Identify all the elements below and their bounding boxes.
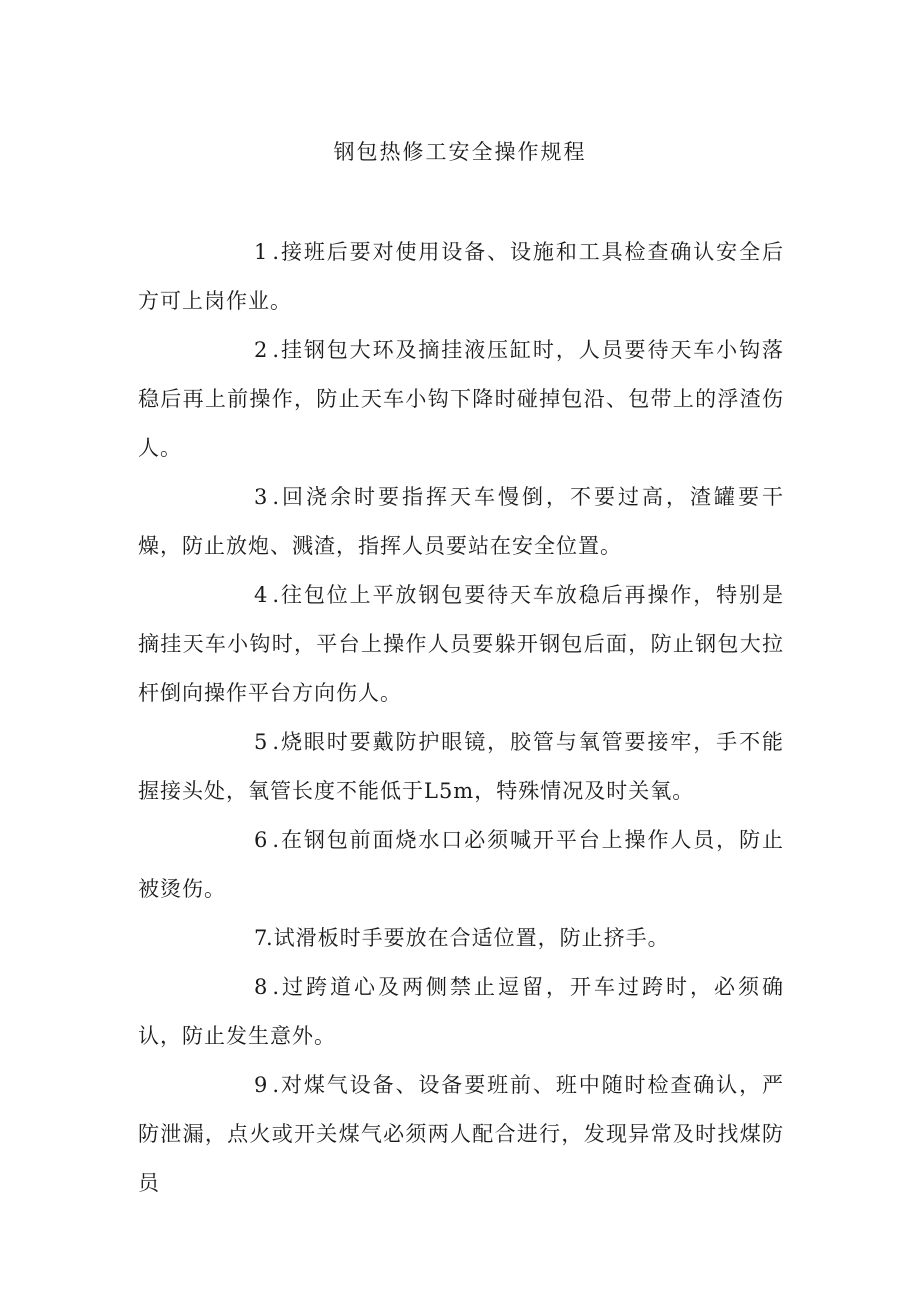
item-text: .烧眼时要戴防护眼镜，胶管与氧管要接牢，手不能握接头处，氧管长度不能低于L5m，特殊情况及时关氧。: [138, 730, 784, 803]
item-number: 4: [254, 583, 269, 607]
item-number: 5: [254, 730, 269, 754]
regulation-list: [138, 228, 784, 1208]
item-number: 9: [254, 1073, 269, 1097]
item-number: 2: [254, 338, 269, 362]
item-text: .回浇余时要指挥天车慢倒，不要过高，渣罐要干燥，防止放炮、溅渣，指挥人员要站在安全位置。: [138, 485, 784, 558]
list-item: [138, 228, 784, 326]
item-number: 6: [254, 828, 269, 852]
list-item: [138, 963, 784, 1061]
item-text: .对煤气设备、设备要班前、班中随时检查确认，严防泄漏，点火或开关煤气必须两人配合进行，发现异常及时找煤防员: [138, 1073, 784, 1195]
item-text: .过跨道心及两侧禁止逗留，开车过跨时，必须确认，防止发生意外。: [138, 975, 784, 1048]
list-item: [138, 1061, 784, 1208]
list-item: [138, 718, 784, 816]
item-text: .在钢包前面烧水口必须喊开平台上操作人员，防止被烫伤。: [138, 828, 784, 901]
item-text: .往包位上平放钢包要待天车放稳后再操作，特别是摘挂天车小钩时，平台上操作人员要躲开钢包后面，防止钢包大拉杆倒向操作平台方向伤人。: [138, 583, 784, 705]
item-text: .试滑板时手要放在合适位置，防止挤手。: [266, 926, 670, 950]
list-item: [138, 816, 784, 914]
item-number: 1: [254, 240, 269, 264]
item-number: 8: [254, 975, 269, 999]
item-number: 7: [254, 926, 269, 950]
item-number: 3: [254, 485, 269, 509]
item-text: .挂钢包大环及摘挂液压缸时，人员要待天车小钩落稳后再上前操作，防止天车小钩下降时碰掉包沿、包带上的浮渣伤人。: [138, 338, 784, 460]
list-item: [138, 326, 784, 473]
list-item: [138, 571, 784, 718]
list-item: [138, 914, 784, 963]
item-text: .接班后要对使用设备、设施和工具检查确认安全后方可上岗作业。: [138, 240, 784, 313]
page-title: 钢包热修工安全操作规程: [333, 140, 587, 164]
list-item: [138, 473, 784, 571]
